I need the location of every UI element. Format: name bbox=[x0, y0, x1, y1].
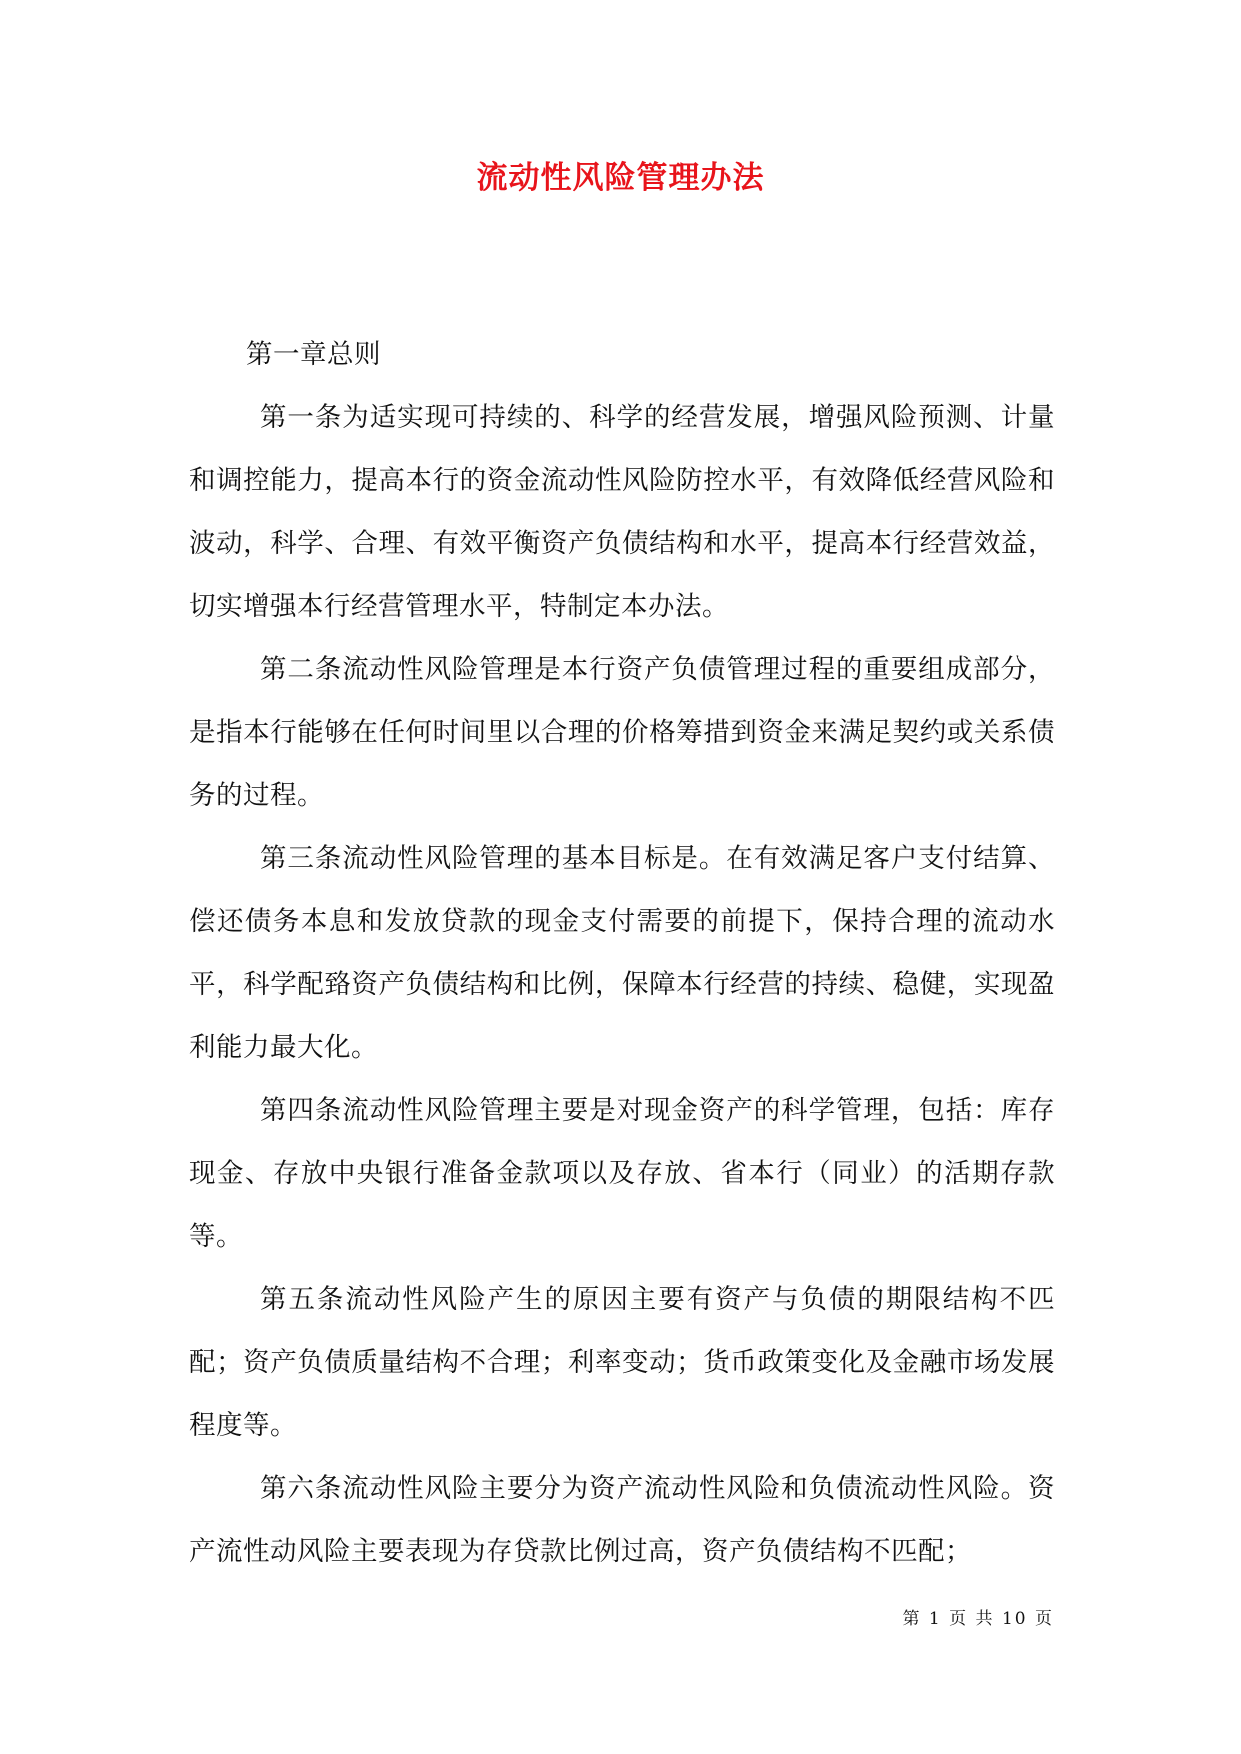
page-number-footer: 第 1 页 共 10 页 bbox=[902, 1609, 1054, 1629]
article-6: 第六条流动性风险主要分为资产流动性风险和负债流动性风险。资产流性动风险主要表现为存贷款比例过高，资产负债结构不匹配； bbox=[189, 1473, 1055, 1567]
document-title: 流动性风险管理办法 bbox=[476, 160, 765, 196]
article-1: 第一条为适实现可持续的、科学的经营发展，增强风险预测、计量和调控能力，提高本行的资金流动性风险防控水平，有效降低经营风险和波动，科学、合理、有效平衡资产负债结构和水平，提高本行经营效益，切实增强本行经营管理水平，特制定本办法。 bbox=[189, 402, 1055, 622]
chapter-heading: 第一章总则 bbox=[246, 339, 381, 370]
document-body bbox=[189, 323, 1055, 1583]
article-4: 第四条流动性风险管理主要是对现金资产的科学管理，包括：库存现金、存放中央银行准备金款项以及存放、省本行（同业）的活期存款等。 bbox=[189, 1095, 1055, 1252]
article-5: 第五条流动性风险产生的原因主要有资产与负债的期限结构不匹配；资产负债质量结构不合理；利率变动；货币政策变化及金融市场发展程度等。 bbox=[189, 1284, 1055, 1441]
article-3: 第三条流动性风险管理的基本目标是。在有效满足客户支付结算、偿还债务本息和发放贷款的现金支付需要的前提下，保持合理的流动水平，科学配臵资产负债结构和比例，保障本行经营的持续、稳健，实现盈利能力最大化。 bbox=[189, 843, 1055, 1063]
article-2: 第二条流动性风险管理是本行资产负债管理过程的重要组成部分，是指本行能够在任何时间里以合理的价格筹措到资金来满足契约或关系债务的过程。 bbox=[189, 654, 1055, 811]
